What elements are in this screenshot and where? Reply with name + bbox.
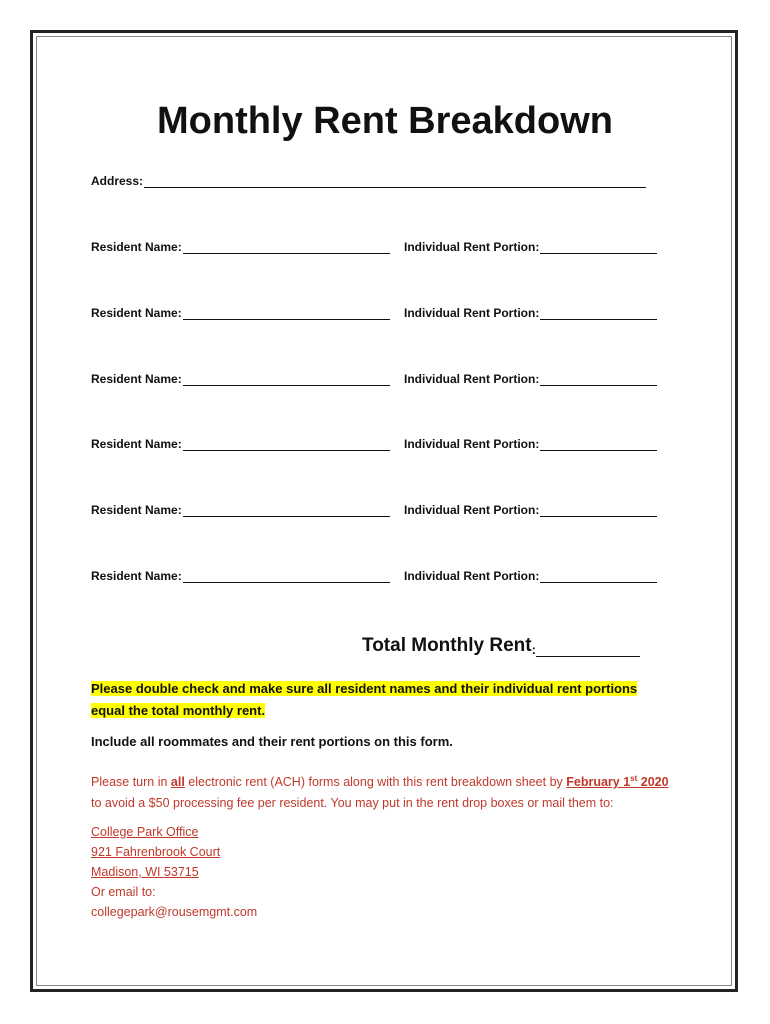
address-label: Address: (91, 174, 144, 188)
deadline-month: February 1 (566, 775, 631, 790)
include-roommates-text: Include all roommates and their rent portions on this form. (91, 734, 453, 749)
resident-name-field[interactable] (91, 306, 390, 320)
notice-all: all (170, 775, 185, 790)
deadline-sup: st (630, 774, 638, 783)
total-monthly-rent-line[interactable] (536, 638, 640, 657)
page-title: Monthly Rent Breakdown (156, 100, 614, 142)
resident-name-field[interactable] (91, 569, 390, 583)
rent-portion-field[interactable] (404, 240, 657, 254)
double-check-notice (91, 678, 661, 722)
rent-portion-label: Individual Rent Portion: (404, 437, 540, 451)
rent-portion-line[interactable] (540, 307, 657, 320)
resident-name-label: Resident Name: (91, 306, 182, 320)
notice-part1: Please turn in (91, 775, 171, 790)
resident-name-field[interactable] (91, 437, 390, 451)
total-colon: : (531, 642, 536, 657)
resident-name-line[interactable] (183, 373, 390, 386)
rent-portion-line[interactable] (540, 570, 657, 583)
rent-portion-field[interactable] (404, 569, 657, 583)
notice-part3: to avoid a $50 processing fee per resident. You may put in the rent drop boxes or mail them to: (91, 796, 614, 811)
resident-name-field[interactable] (91, 372, 390, 386)
deadline-notice (91, 768, 691, 814)
highlighted-text: Please double check and make sure all resident names and their individual rent portions equal the total monthly rent. (91, 681, 638, 718)
total-monthly-rent-field[interactable] (362, 635, 640, 657)
resident-name-line[interactable] (183, 241, 390, 254)
or-email-text: Or email to: (91, 885, 156, 899)
resident-name-field[interactable] (91, 503, 390, 517)
address-field[interactable] (91, 174, 646, 188)
office-street: 921 Fahrenbrook Court (91, 845, 221, 859)
resident-name-label: Resident Name: (91, 372, 182, 386)
resident-name-label: Resident Name: (91, 437, 182, 451)
office-city: Madison, WI 53715 (91, 865, 199, 879)
total-monthly-rent-label: Total Monthly Rent (362, 635, 532, 656)
rent-portion-line[interactable] (540, 438, 657, 451)
rent-portion-line[interactable] (540, 504, 657, 517)
rent-portion-label: Individual Rent Portion: (404, 569, 540, 583)
rent-portion-field[interactable] (404, 437, 657, 451)
office-name: College Park Office (91, 825, 199, 839)
office-contact (91, 822, 257, 922)
rent-portion-label: Individual Rent Portion: (404, 372, 540, 386)
rent-portion-label: Individual Rent Portion: (404, 503, 540, 517)
notice-part2: electronic rent (ACH) forms along with this rent breakdown sheet by (184, 775, 567, 790)
resident-name-line[interactable] (183, 307, 390, 320)
resident-name-label: Resident Name: (91, 569, 182, 583)
resident-name-line[interactable] (183, 438, 390, 451)
rent-portion-line[interactable] (540, 241, 657, 254)
resident-name-line[interactable] (183, 570, 390, 583)
deadline-year: 2020 (637, 775, 669, 790)
resident-name-label: Resident Name: (91, 503, 182, 517)
address-line[interactable] (144, 175, 646, 188)
rent-portion-field[interactable] (404, 372, 657, 386)
rent-portion-field[interactable] (404, 503, 657, 517)
resident-name-line[interactable] (183, 504, 390, 517)
office-email-link[interactable]: collegepark@rousemgmt.com (91, 905, 258, 919)
rent-portion-label: Individual Rent Portion: (404, 306, 540, 320)
rent-portion-label: Individual Rent Portion: (404, 240, 540, 254)
rent-portion-line[interactable] (540, 373, 657, 386)
resident-name-label: Resident Name: (91, 240, 182, 254)
rent-portion-field[interactable] (404, 306, 657, 320)
resident-name-field[interactable] (91, 240, 390, 254)
